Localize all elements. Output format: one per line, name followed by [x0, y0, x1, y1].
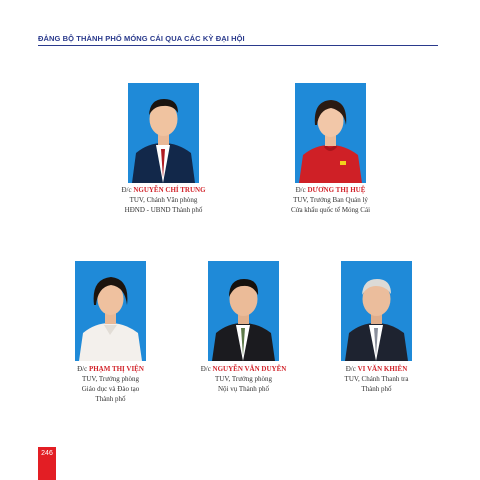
caption-role-line: TUV, Trưởng phòng — [82, 375, 139, 383]
caption-3 — [47, 364, 174, 404]
name-prefix: Đ/c — [345, 365, 358, 373]
caption-role-line: Nội vụ Thành phố — [217, 385, 269, 393]
page-number: 246 — [38, 447, 56, 480]
portrait-photo-3 — [75, 261, 146, 361]
caption-2 — [267, 185, 394, 215]
caption-name-line — [47, 364, 174, 374]
caption-role-line: TUV, Trưởng phòng — [215, 375, 272, 383]
caption-name-line — [313, 364, 440, 374]
caption-5 — [313, 364, 440, 394]
running-header — [38, 34, 438, 48]
caption-role-line: Thành phố — [95, 395, 126, 403]
caption-role-line: TUV, Chánh Thanh tra — [344, 375, 409, 383]
person-name: VI VĂN KHIÊN — [357, 365, 408, 373]
caption-name-line — [170, 364, 317, 374]
caption-role-line: Thành phố — [361, 385, 392, 393]
caption-role-line: Cửa khẩu quốc tế Móng Cái — [290, 206, 371, 214]
caption-role-line: HĐND - UBND Thành phố — [124, 206, 203, 214]
caption-role-line: TUV, Chánh Văn phòng — [129, 196, 198, 204]
header-rule — [38, 45, 438, 46]
running-header-title: ĐẢNG BỘ THÀNH PHỐ MÓNG CÁI QUA CÁC KỲ ĐẠI HỘI — [38, 34, 245, 43]
portrait-photo-5 — [341, 261, 412, 361]
portrait-photo-4 — [208, 261, 279, 361]
name-prefix: Đ/c — [200, 365, 213, 373]
caption-4 — [170, 364, 317, 394]
caption-1 — [100, 185, 227, 215]
portrait-photo-1 — [128, 83, 199, 183]
caption-name-line — [100, 185, 227, 195]
portrait-photo-2 — [295, 83, 366, 183]
name-prefix: Đ/c — [121, 186, 134, 194]
name-prefix: Đ/c — [295, 186, 308, 194]
person-name: PHẠM THỊ VIỆN — [88, 365, 144, 373]
name-prefix: Đ/c — [77, 365, 89, 373]
person-name: DƯƠNG THỊ HUỆ — [307, 186, 366, 194]
caption-role-line: TUV, Trưởng Ban Quản lý — [293, 196, 368, 204]
caption-role-line: Giáo dục và Đào tạo — [81, 385, 140, 393]
caption-name-line — [267, 185, 394, 195]
person-name: NGUYỄN CHÍ TRUNG — [133, 186, 206, 194]
person-name: NGUYỄN VĂN DUYÊN — [212, 365, 287, 373]
